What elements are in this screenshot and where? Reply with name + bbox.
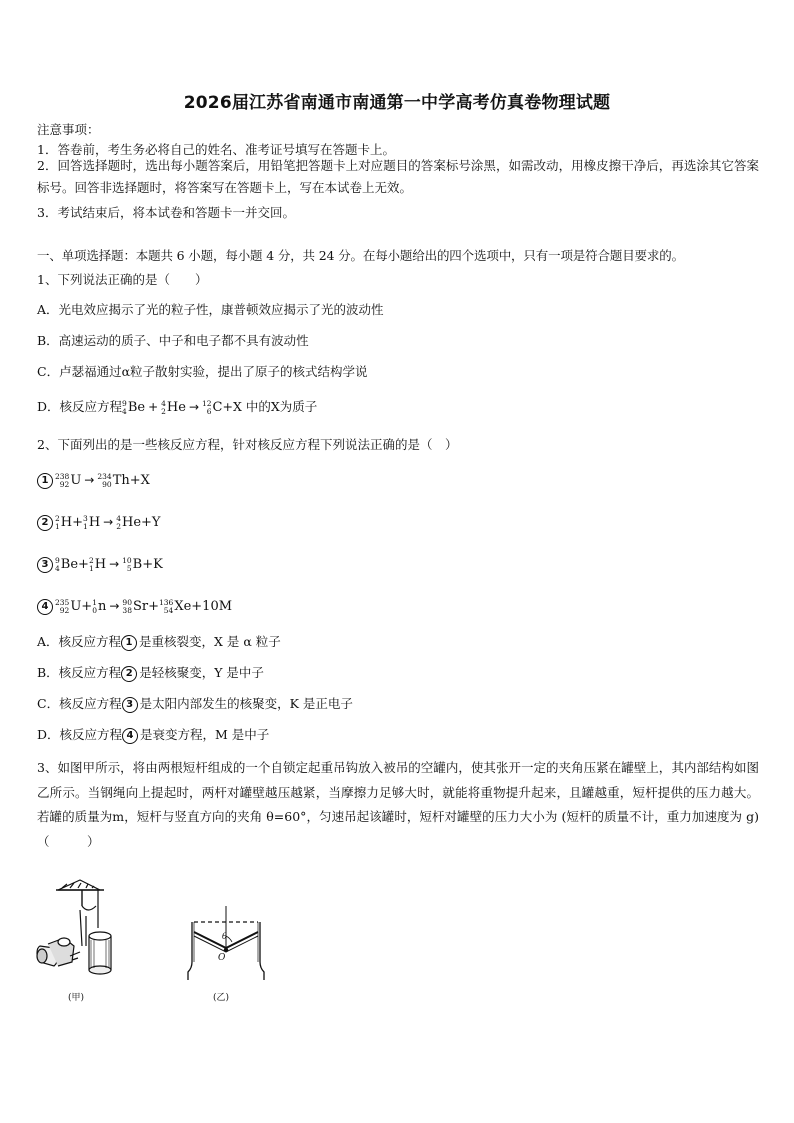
figure-b-structure	[184, 906, 268, 988]
q2-equation-4: 4 235 92 U + 1 0 n → 90 38 Sr + 136 54 Xe +10M	[37, 596, 232, 617]
q2-option-d: D．核反应方程 4 是衰变方程，M 是中子	[37, 727, 270, 742]
notice-item-2: 2．回答选择题时，选出每小题答案后，用铅笔把答题卡上对应题目的答案标号涂黑，如需改动，用橡皮擦干净后，再选涂其它答案标号。回答非选择题时，将答案写在答题卡上，写在本试卷上无效。	[37, 158, 759, 195]
q1-option-a: A．光电效应揭示了光的粒子性，康普顿效应揭示了光的波动性	[37, 302, 384, 317]
o-label: O	[218, 953, 226, 963]
q1-option-b: B．高速运动的质子、中子和电子都不具有波动性	[37, 333, 309, 348]
circled-number-3: 3	[122, 697, 138, 713]
section-header: 一、单项选择题：本题共 6 小题，每小题 4 分，共 24 分。在每小题给出的四个选项中，只有一项是符合题目要求的。	[37, 248, 684, 263]
q1-option-d: D．核反应方程 9 4 Be + 4 2 He → 12 6 C +X 中的X为质子	[37, 398, 318, 416]
q1-option-d-prefix: D．核反应方程	[37, 399, 123, 414]
q2-stem: 2、下面列出的是一些核反应方程，针对核反应方程下列说法正确的是（ ）	[37, 437, 458, 452]
q2-option-c: C．核反应方程 3 是太阳内部发生的核聚变，K 是正电子	[37, 696, 353, 711]
circled-number-3: 3	[37, 557, 53, 573]
circled-number-2: 2	[37, 515, 53, 531]
q3-stem: 3、如图甲所示，将由两根短杆组成的一个自锁定起重吊钩放入被吊的空罐内，使其张开一定的夹角压紧在罐壁上，其内部结构如图乙所示。当钢绳向上提起时，两杆对罐壁越压越紧，当摩擦力足够大时，就能将重物提升起来，且罐越重，短杆提供的压力越大。若罐的质量为m，短杆与竖直方向的夹角 θ=60°，匀速吊起该罐时，短杆对罐壁的压力大小为 (短杆的质量不计，重力加速度为 g) （ ）	[37, 760, 759, 849]
figure-a-crane	[34, 876, 134, 988]
notice-item-1: 1．答卷前，考生务必将自己的姓名、准考证号填写在答题卡上。	[37, 142, 395, 157]
theta-label: θ	[222, 932, 227, 941]
q2-option-b: B．核反应方程 2 是轻核聚变，Y 是中子	[37, 665, 264, 680]
q2-option-a: A．核反应方程 1 是重核裂变，X 是 α 粒子	[37, 634, 281, 649]
circled-number-4: 4	[122, 728, 138, 744]
figure-b-caption: (乙)	[213, 993, 230, 1003]
nuclide-c: 12 6 C	[202, 398, 223, 416]
circled-number-1: 1	[121, 635, 137, 651]
nuclide-he: 4 2 He	[161, 398, 186, 416]
figure-a-caption: (甲)	[68, 993, 85, 1003]
circled-number-2: 2	[121, 666, 137, 682]
q1-stem: 1、下列说法正确的是（ ）	[37, 272, 208, 287]
notice-item-3: 3．考试结束后，将本试卷和答题卡一并交回。	[37, 205, 295, 220]
notice-heading: 注意事项：	[37, 122, 100, 137]
q2-equation-3: 3 9 4 Be + 2 1 H → 10 5 B +K	[37, 554, 163, 575]
nuclide-be: 9 4 Be	[122, 398, 146, 416]
q2-equation-1: 1 238 92 U → 234 90 Th +X	[37, 470, 150, 491]
q1-option-c: C．卢瑟福通过α粒子散射实验，提出了原子的核式结构学说	[37, 364, 368, 379]
q1-option-d-tail: +X 中的X为质子	[222, 399, 318, 414]
circled-number-1: 1	[37, 473, 53, 489]
page-title: 2026届江苏省南通市南通第一中学高考仿真卷物理试题	[183, 93, 611, 113]
q2-equation-2: 2 2 1 H + 3 1 H → 4 2 He +Y	[37, 512, 161, 533]
circled-number-4: 4	[37, 599, 53, 615]
